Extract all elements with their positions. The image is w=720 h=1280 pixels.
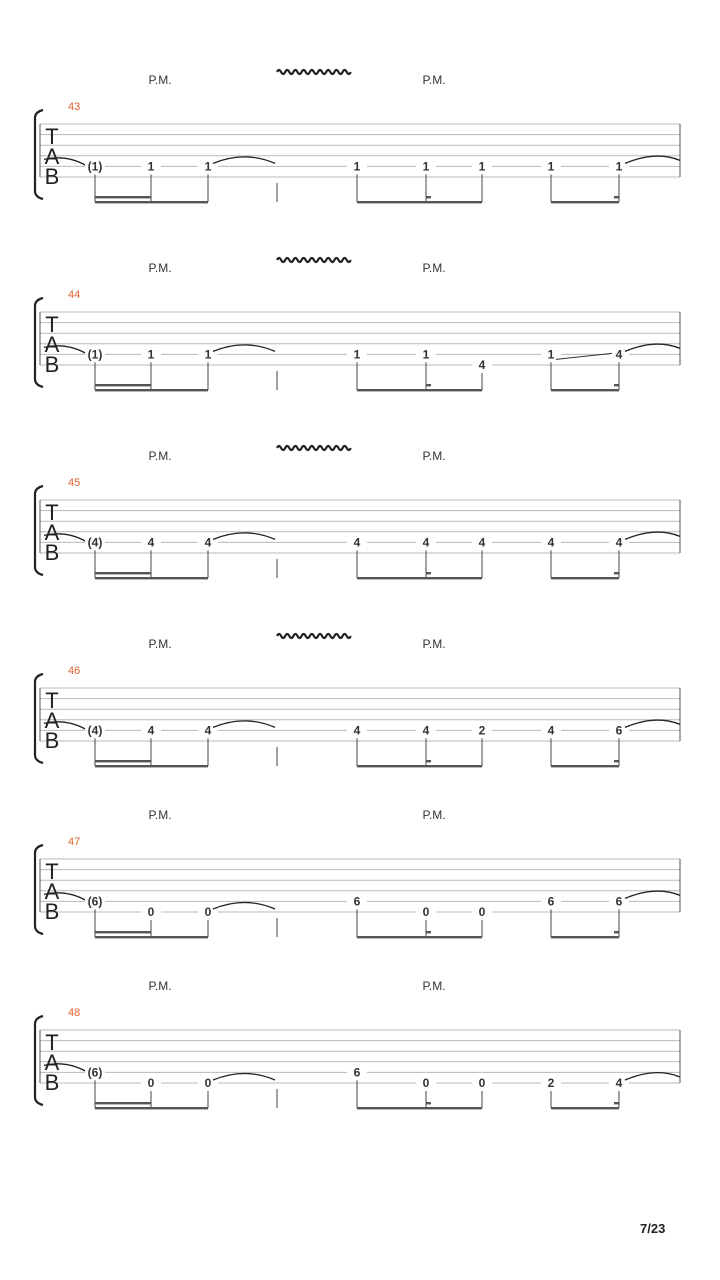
fret-number: (6)	[87, 894, 103, 909]
system-bracket	[35, 845, 43, 934]
beam-stub	[614, 1102, 619, 1104]
fret-number: 1	[147, 347, 155, 362]
measure-number: 45	[68, 477, 81, 489]
fret-number: 0	[204, 1076, 212, 1090]
measure-number: 48	[68, 1007, 81, 1019]
beam-secondary	[95, 196, 151, 198]
tie-arc	[213, 903, 275, 910]
tab-clef-letter: A	[44, 520, 60, 545]
fret-number: 6	[353, 1065, 361, 1080]
tab-clef-letter: T	[45, 1030, 59, 1055]
tab-clef-letter: A	[44, 879, 60, 904]
fret-number: 1	[204, 347, 212, 362]
fret-number: 6	[615, 894, 623, 909]
vibrato-mark	[277, 70, 351, 74]
beam-secondary	[95, 931, 151, 933]
fret-number: (1)	[87, 159, 103, 174]
beam-stub	[614, 196, 619, 198]
tab-clef-letter: T	[45, 688, 59, 713]
tie-arc	[625, 156, 680, 163]
fret-number: 4	[353, 723, 361, 738]
beam	[95, 577, 208, 579]
tab-clef-letter: A	[44, 708, 60, 733]
measure-number: 47	[68, 836, 81, 848]
beam-stub	[426, 384, 431, 386]
system-bracket	[35, 110, 43, 199]
fret-number: 6	[353, 894, 361, 909]
fret-number: 2	[478, 723, 486, 738]
fret-number: 4	[615, 1076, 623, 1090]
fret-number: 4	[422, 723, 430, 738]
fret-number: 4	[204, 723, 212, 738]
tie-arc	[213, 345, 275, 352]
fret-number: 0	[422, 1076, 430, 1090]
beam-stub	[614, 931, 619, 933]
beam	[357, 936, 482, 938]
fret-number: (4)	[87, 723, 103, 738]
beam	[95, 1107, 208, 1109]
palm-mute-label: P.M.	[422, 979, 446, 993]
fret-number: (4)	[87, 535, 103, 550]
vibrato-mark	[277, 446, 351, 450]
beam-stub	[426, 1102, 431, 1104]
beam	[357, 577, 482, 579]
tab-clef-letter: B	[44, 352, 60, 377]
fret-number: 0	[147, 1076, 155, 1090]
measure-number: 46	[68, 665, 81, 677]
tab-clef-letter: T	[45, 312, 59, 337]
tie-arc	[213, 157, 275, 164]
beam	[357, 389, 482, 391]
beam	[551, 765, 619, 767]
fret-number: 4	[615, 535, 623, 550]
palm-mute-label: P.M.	[422, 449, 446, 463]
fret-number: 4	[147, 535, 155, 550]
tie-arc	[625, 720, 680, 727]
tab-clef-letter: T	[45, 124, 59, 149]
fret-number: 4	[353, 535, 361, 550]
palm-mute-label: P.M.	[422, 73, 446, 87]
tab-clef-letter: A	[44, 144, 60, 169]
palm-mute-label: P.M.	[422, 808, 446, 822]
beam	[95, 765, 208, 767]
fret-number: 1	[422, 347, 430, 362]
beam-stub	[614, 384, 619, 386]
palm-mute-label: P.M.	[148, 637, 172, 651]
tab-clef-letter: B	[44, 540, 60, 565]
beam-secondary	[95, 572, 151, 574]
beam	[357, 1107, 482, 1109]
measure-number: 44	[68, 289, 81, 301]
measure-number: 43	[68, 101, 81, 113]
system-bracket	[35, 1016, 43, 1105]
fret-number: 4	[547, 723, 555, 738]
tie-arc	[625, 1073, 680, 1080]
fret-number: 1	[615, 159, 623, 174]
beam-stub	[426, 196, 431, 198]
fret-number: 4	[615, 347, 623, 362]
beam	[95, 389, 208, 391]
beam-secondary	[95, 760, 151, 762]
beam	[551, 577, 619, 579]
fret-number: 1	[147, 159, 155, 174]
fret-number: 2	[547, 1076, 555, 1090]
tie-arc	[213, 1074, 275, 1081]
tie-arc	[625, 532, 680, 539]
fret-number: 1	[353, 159, 361, 174]
beam	[357, 765, 482, 767]
tab-clef-letter: B	[44, 1070, 60, 1095]
fret-number: 6	[615, 723, 623, 738]
fret-number: 0	[204, 905, 212, 919]
beam	[551, 201, 619, 203]
fret-number: 4	[478, 535, 486, 550]
beam-secondary	[95, 1102, 151, 1104]
palm-mute-label: P.M.	[148, 73, 172, 87]
fret-number: (1)	[87, 347, 103, 362]
fret-number: 1	[478, 159, 486, 174]
tab-clef-letter: T	[45, 859, 59, 884]
beam-stub	[614, 760, 619, 762]
fret-number: 4	[478, 358, 486, 372]
beam	[95, 936, 208, 938]
fret-number: 1	[353, 347, 361, 362]
beam-stub	[614, 572, 619, 574]
fret-number: 0	[478, 1076, 486, 1090]
tab-clef-letter: B	[44, 728, 60, 753]
tab-clef-letter: B	[44, 899, 60, 924]
fret-number: 6	[547, 894, 555, 909]
vibrato-mark	[277, 258, 351, 262]
tie-arc	[625, 891, 680, 898]
system-bracket	[35, 298, 43, 387]
fret-number: 1	[547, 347, 555, 362]
fret-number: 4	[147, 723, 155, 738]
palm-mute-label: P.M.	[148, 449, 172, 463]
beam-stub	[426, 760, 431, 762]
tie-arc	[213, 721, 275, 728]
fret-number: 4	[547, 535, 555, 550]
beam-stub	[426, 572, 431, 574]
tab-clef-letter: A	[44, 332, 60, 357]
fret-number: 1	[204, 159, 212, 174]
beam	[551, 936, 619, 938]
palm-mute-label: P.M.	[422, 261, 446, 275]
system-bracket	[35, 674, 43, 763]
beam	[551, 1107, 619, 1109]
tie-arc	[213, 533, 275, 540]
beam	[95, 201, 208, 203]
tie-arc	[625, 344, 680, 351]
vibrato-mark	[277, 634, 351, 638]
palm-mute-label: P.M.	[148, 979, 172, 993]
palm-mute-label: P.M.	[148, 808, 172, 822]
beam	[551, 389, 619, 391]
palm-mute-label: P.M.	[422, 637, 446, 651]
system-bracket	[35, 486, 43, 575]
palm-mute-label: P.M.	[148, 261, 172, 275]
fret-number: 0	[478, 905, 486, 919]
beam-secondary	[95, 384, 151, 386]
tab-clef-letter: A	[44, 1050, 60, 1075]
page-number: 7/23	[640, 1221, 666, 1236]
fret-number: (6)	[87, 1065, 103, 1080]
fret-number: 1	[422, 159, 430, 174]
fret-number: 0	[422, 905, 430, 919]
tab-clef-letter: T	[45, 500, 59, 525]
fret-number: 1	[547, 159, 555, 174]
tab-clef-letter: B	[44, 164, 60, 189]
fret-number: 0	[147, 905, 155, 919]
beam-stub	[426, 931, 431, 933]
beam	[357, 201, 482, 203]
fret-number: 4	[204, 535, 212, 550]
fret-number: 4	[422, 535, 430, 550]
